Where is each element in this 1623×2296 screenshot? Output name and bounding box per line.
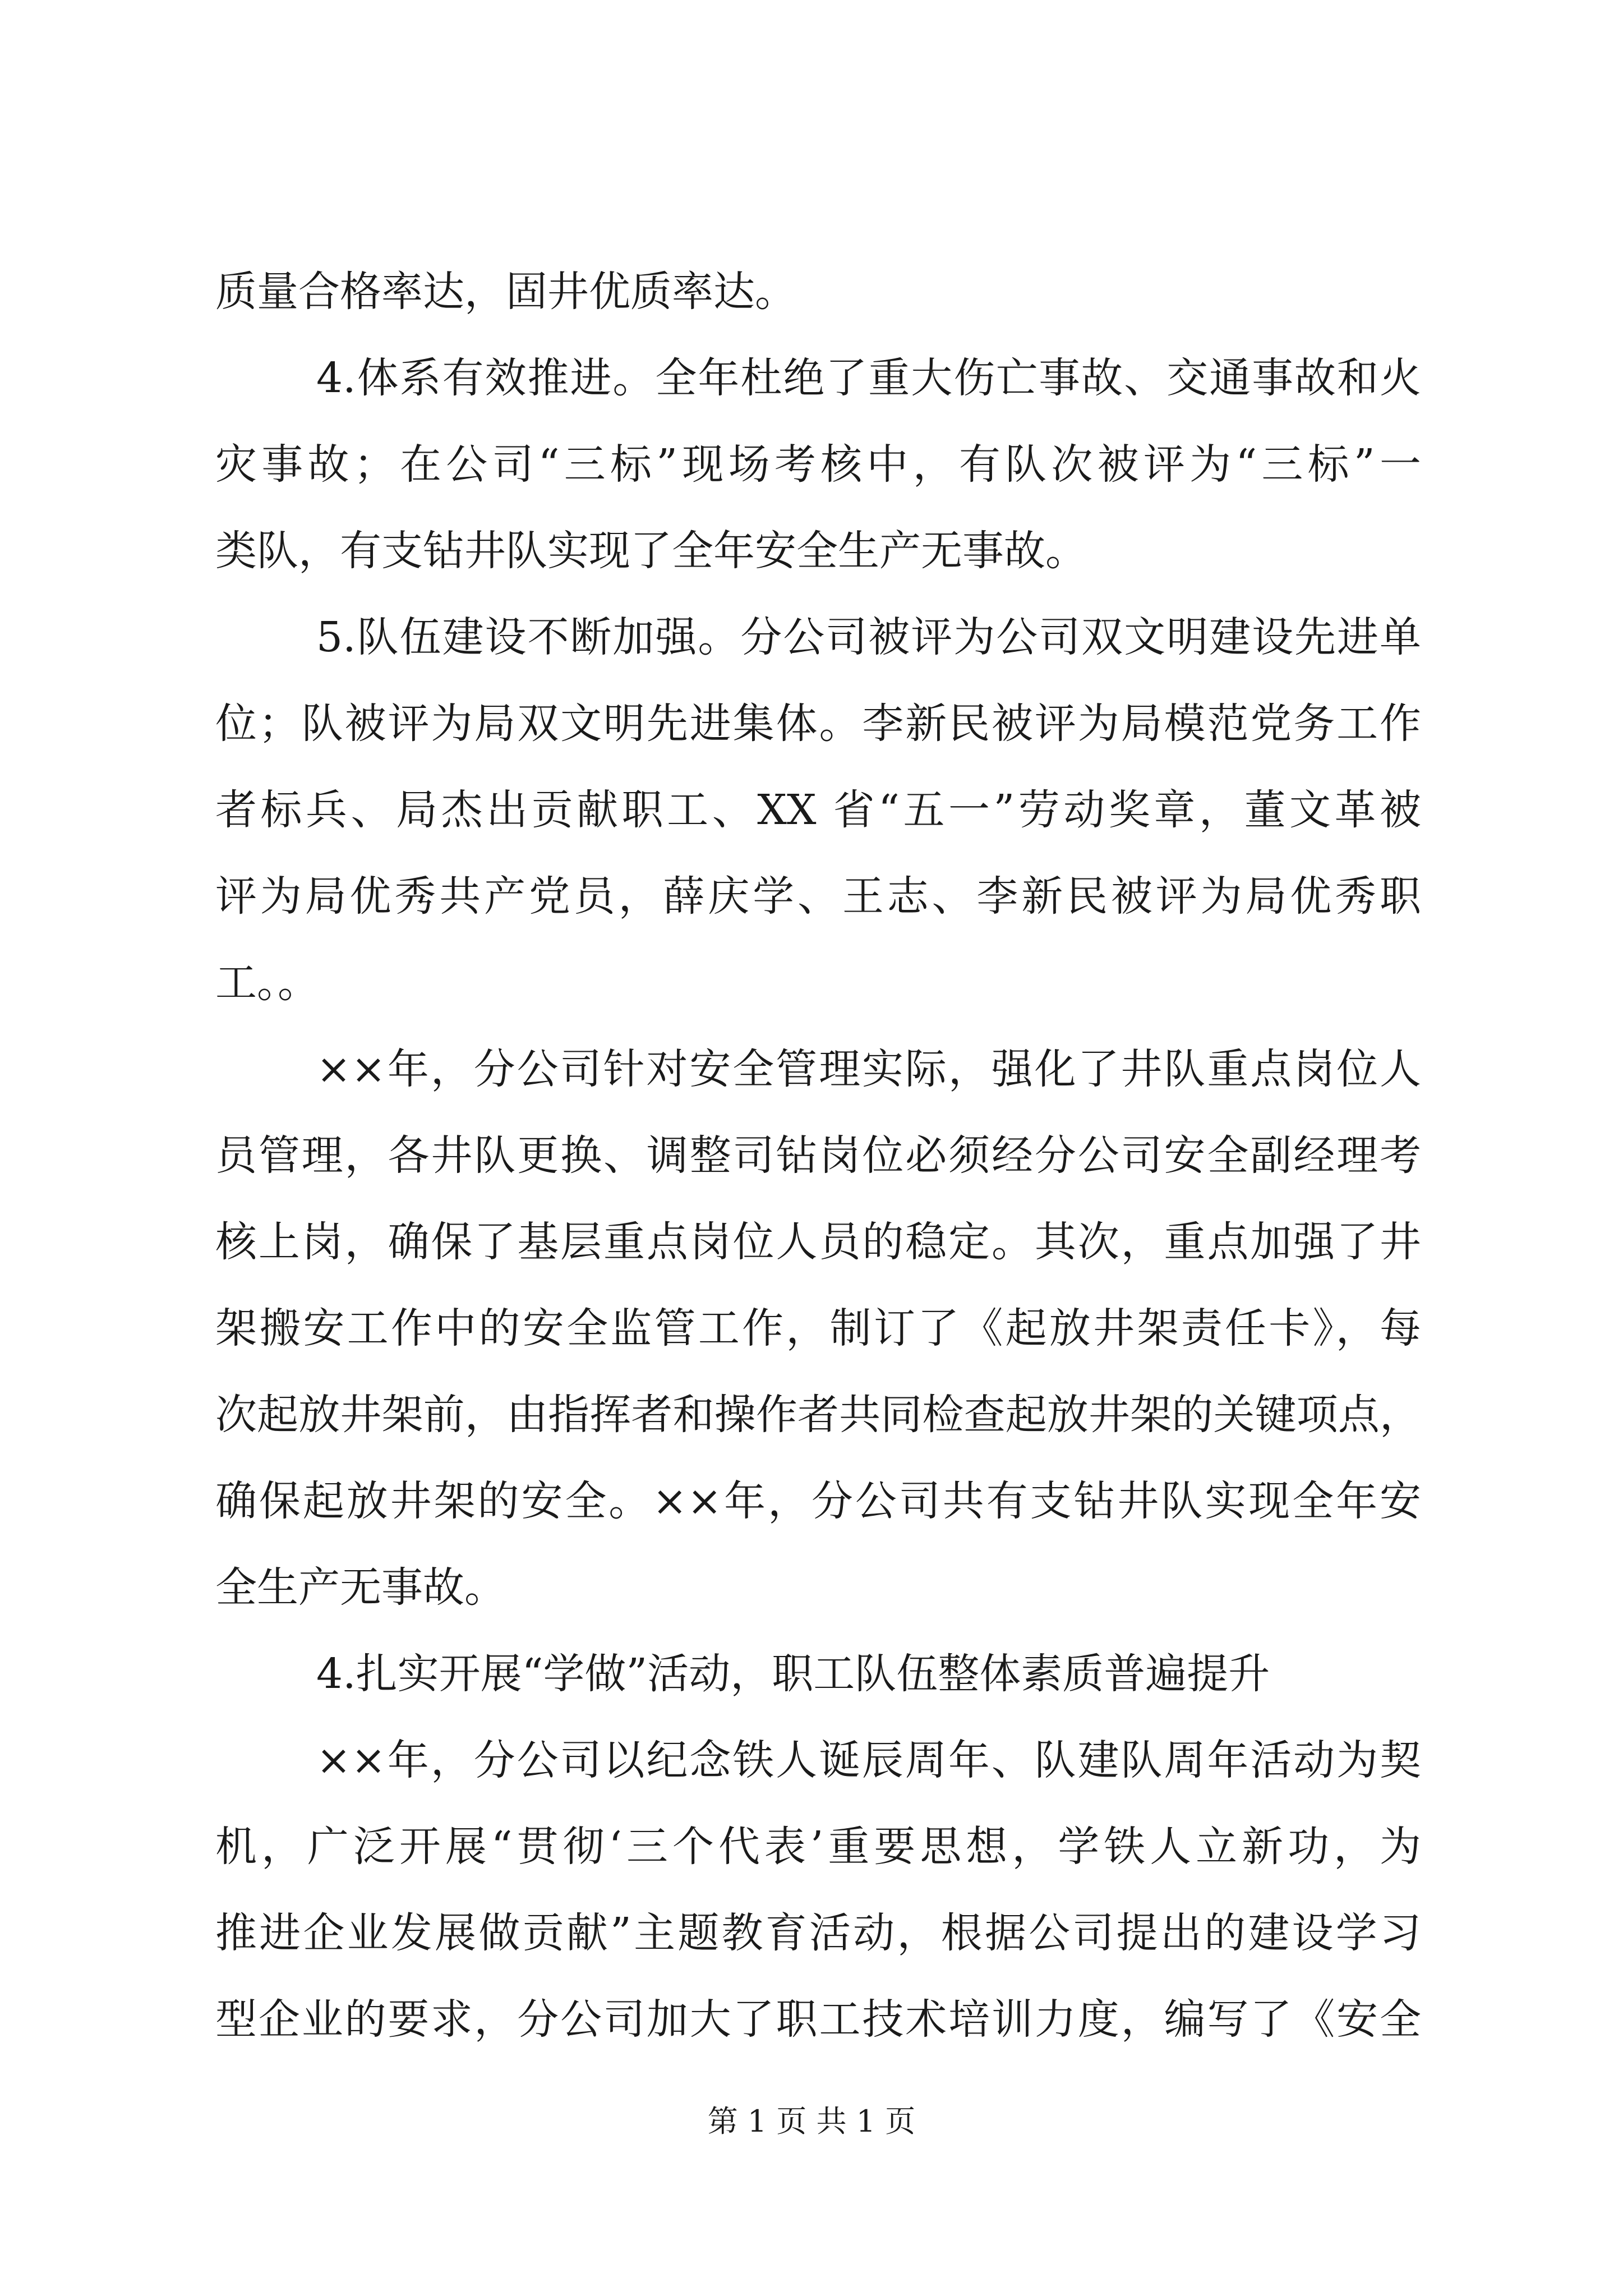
document-body — [215, 269, 1421, 2083]
text-line: 推进企业发展做贡献”主题教育活动，根据公司提出的建设学习 — [215, 1909, 1421, 1957]
text-line: 机，广泛开展“贯彻‘三个代表’重要思想，学铁人立新功，为 — [215, 1823, 1421, 1871]
text-line: 4.体系有效推进。全年杜绝了重大伤亡事故、交通事故和火 — [316, 354, 1421, 402]
text-line: 核上岗，确保了基层重点岗位人员的稳定。其次，重点加强了井 — [215, 1218, 1421, 1266]
text-line: 5.队伍建设不断加强。分公司被评为公司双文明建设先进单 — [316, 613, 1421, 661]
page-number-footer: 第 1 页 共 1 页 — [707, 2104, 916, 2139]
text-line: ××年，分公司以纪念铁人诞辰周年、队建队周年活动为契 — [316, 1736, 1421, 1784]
text-line: 架搬安工作中的安全监管工作，制订了《起放井架责任卡》，每 — [215, 1304, 1421, 1352]
text-line: 型企业的要求，分公司加大了职工技术培训力度，编写了《安全 — [215, 1995, 1421, 2044]
text-line: 类队，有支钻井队实现了全年安全生产无事故。 — [215, 527, 1087, 575]
text-line: 全生产无事故。 — [215, 1563, 506, 1612]
text-line: 员管理，各井队更换、调整司钻岗位必须经分公司安全副经理考 — [215, 1131, 1421, 1180]
text-line: 者标兵、局杰出贡献职工、XX 省“五一”劳动奖章，董文革被 — [215, 786, 1421, 834]
text-line: 质量合格率达，固井优质率达。 — [215, 268, 796, 316]
text-line: 评为局优秀共产党员，薛庆学、王志、李新民被评为局优秀职 — [215, 872, 1421, 921]
text-line: ××年，分公司针对安全管理实际，强化了井队重点岗位人 — [316, 1045, 1421, 1093]
text-line: 确保起放井架的安全。××年，分公司共有支钻井队实现全年安 — [215, 1477, 1421, 1525]
text-line: 次起放井架前，由指挥者和操作者共同检查起放井架的关键项点， — [215, 1391, 1421, 1439]
text-line: 灾事故；在公司“三标”现场考核中，有队次被评为“三标”一 — [215, 440, 1421, 489]
text-line: 位；队被评为局双文明先进集体。李新民被评为局模范党务工作 — [215, 700, 1421, 748]
section-heading: 4.扎实开展“学做”活动，职工队伍整体素质普遍提升 — [316, 1650, 1270, 1698]
text-line: 工。。 — [215, 959, 319, 1007]
